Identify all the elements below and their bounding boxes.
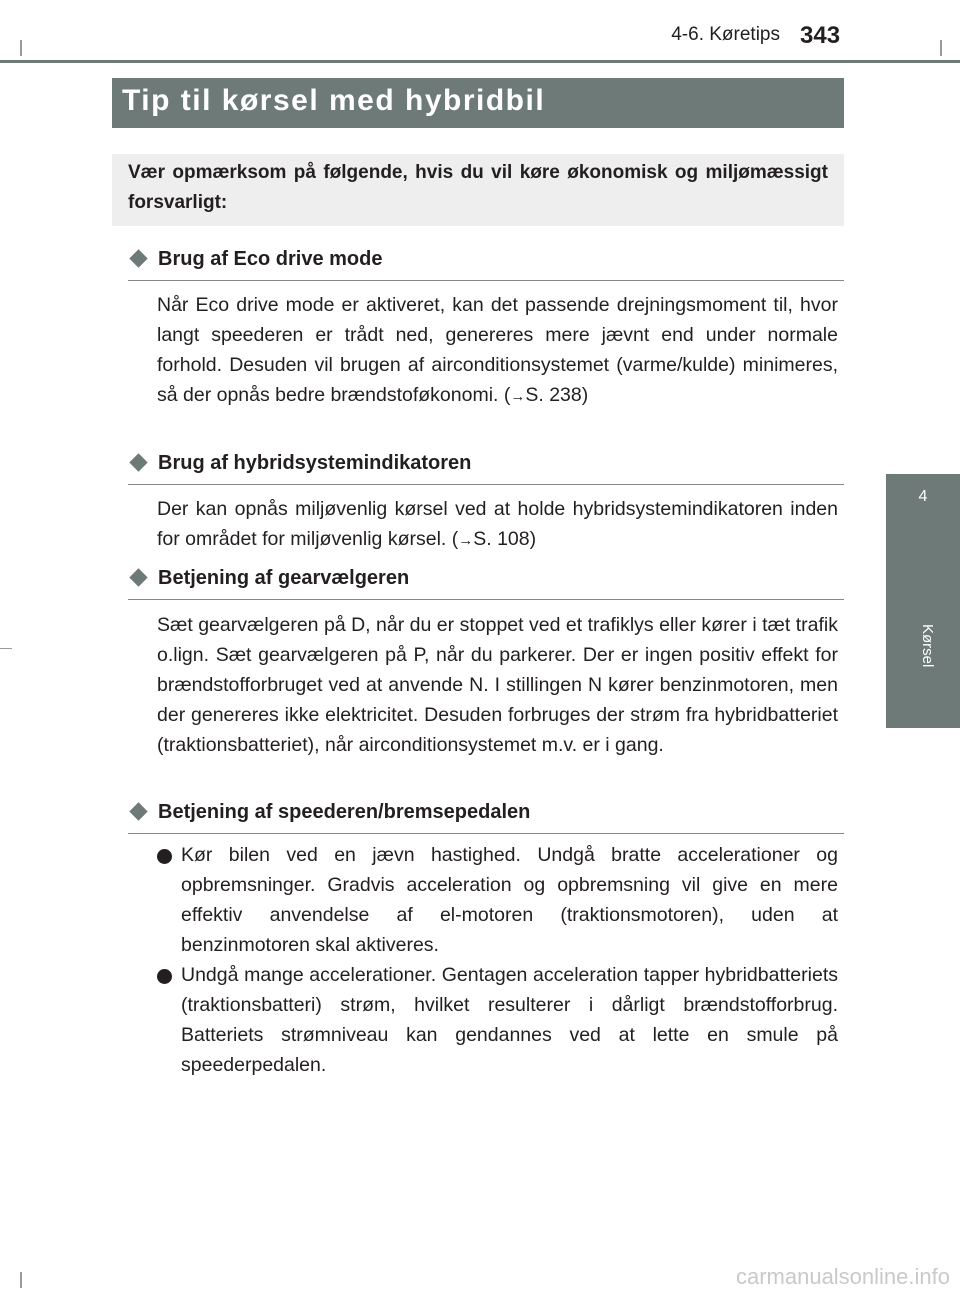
- section-paragraph: [157, 494, 838, 556]
- section-heading-eco-drive: [128, 248, 844, 281]
- section-heading-text: Brug af hybridsystemindikatoren: [158, 452, 472, 474]
- paragraph-text: Når Eco drive mode er aktiveret, kan det passende drejningsmoment til, hvor langt speederen er trådt ned, genereres mere jævnt end under normale forhold. Desuden vil brugen af airconditionsystemet (varme/kulde) minimeres, så der opnås bedre brændstoføkonomi. (: [157, 294, 838, 406]
- paragraph-text: ): [529, 528, 537, 550]
- bullet-dot-icon: [157, 969, 172, 984]
- section-heading-pedals: [128, 801, 844, 834]
- crop-mark: [0, 648, 12, 649]
- title-bar: [112, 78, 844, 128]
- reference-arrow-icon: →: [510, 388, 526, 405]
- section-paragraph: Sæt gearvælgeren på D, når du er stoppet ved et trafiklys eller kører i tæt trafik o.lign. Sæt gearvælgeren på P, når du parkerer. Der er ingen positiv effekt for brændstofforbruget ved at anvende N. I stillingen N kører benzinmotoren, men der genereres ikke elektricitet. Desuden forbruges der strøm fra hybridbatteriet (traktionsbatteriet), når airconditionsystemet m.v. er i gang.: [157, 614, 838, 756]
- chapter-number: 4: [918, 488, 928, 505]
- diamond-icon: [129, 249, 147, 267]
- page-reference-link[interactable]: S. 108: [473, 528, 530, 550]
- watermark: carmanualsonline.info: [735, 1264, 950, 1289]
- intro-box: [112, 154, 844, 226]
- bullet-text: Kør bilen ved en jævn hastighed. Undgå bratte accelerationer og opbremsninger. Gradvis acceleration og opbremsning vil give en mere effektiv anvendelse af el-motoren (traktionsmotoren), uden at benzinmotoren skal aktiveres.: [181, 844, 838, 956]
- section-paragraph: [157, 290, 838, 412]
- crop-mark: [940, 40, 942, 56]
- bullet-text: Undgå mange accelerationer. Gentagen acceleration tapper hybridbatteriets (traktionsbatteri) strøm, hvilket resulterer i dårligt brændstofforbrug. Batteriets strømniveau kan gendannes ved at lette en smule på speederpedalen.: [181, 964, 838, 1076]
- section-heading-gear-selector: [128, 567, 844, 600]
- diamond-icon: [129, 802, 147, 820]
- page-number: 343: [800, 22, 841, 49]
- crop-mark: [20, 1272, 22, 1288]
- paragraph-text: Der kan opnås miljøvenlig kørsel ved at holde hybridsystemindikatoren inden for området for miljøvenlig kørsel. (: [157, 498, 838, 550]
- crop-mark: [20, 40, 22, 56]
- section-heading-text: Betjening af gearvælgeren: [158, 567, 410, 589]
- intro-text: Vær opmærksom på følgende, hvis du vil køre økonomisk og miljømæssigt forsvarligt:: [128, 162, 828, 213]
- page-title: Tip til kørsel med hybridbil: [122, 84, 546, 117]
- page-reference-link[interactable]: S. 238: [525, 384, 582, 406]
- paragraph-text: ): [581, 384, 589, 406]
- reference-arrow-icon: →: [458, 532, 474, 549]
- chapter-side-tab: [886, 474, 960, 728]
- section-heading-hybrid-indicator: [128, 452, 844, 485]
- header-section-title: 4-6. Køretips: [671, 24, 780, 45]
- section-heading-text: Brug af Eco drive mode: [158, 248, 383, 270]
- section-heading-text: Betjening af speederen/bremsepedalen: [158, 801, 531, 823]
- bullet-dot-icon: [157, 849, 172, 864]
- chapter-label: Kørsel: [919, 624, 936, 668]
- diamond-icon: [129, 453, 147, 471]
- diamond-icon: [129, 568, 147, 586]
- header-rule: [0, 60, 960, 63]
